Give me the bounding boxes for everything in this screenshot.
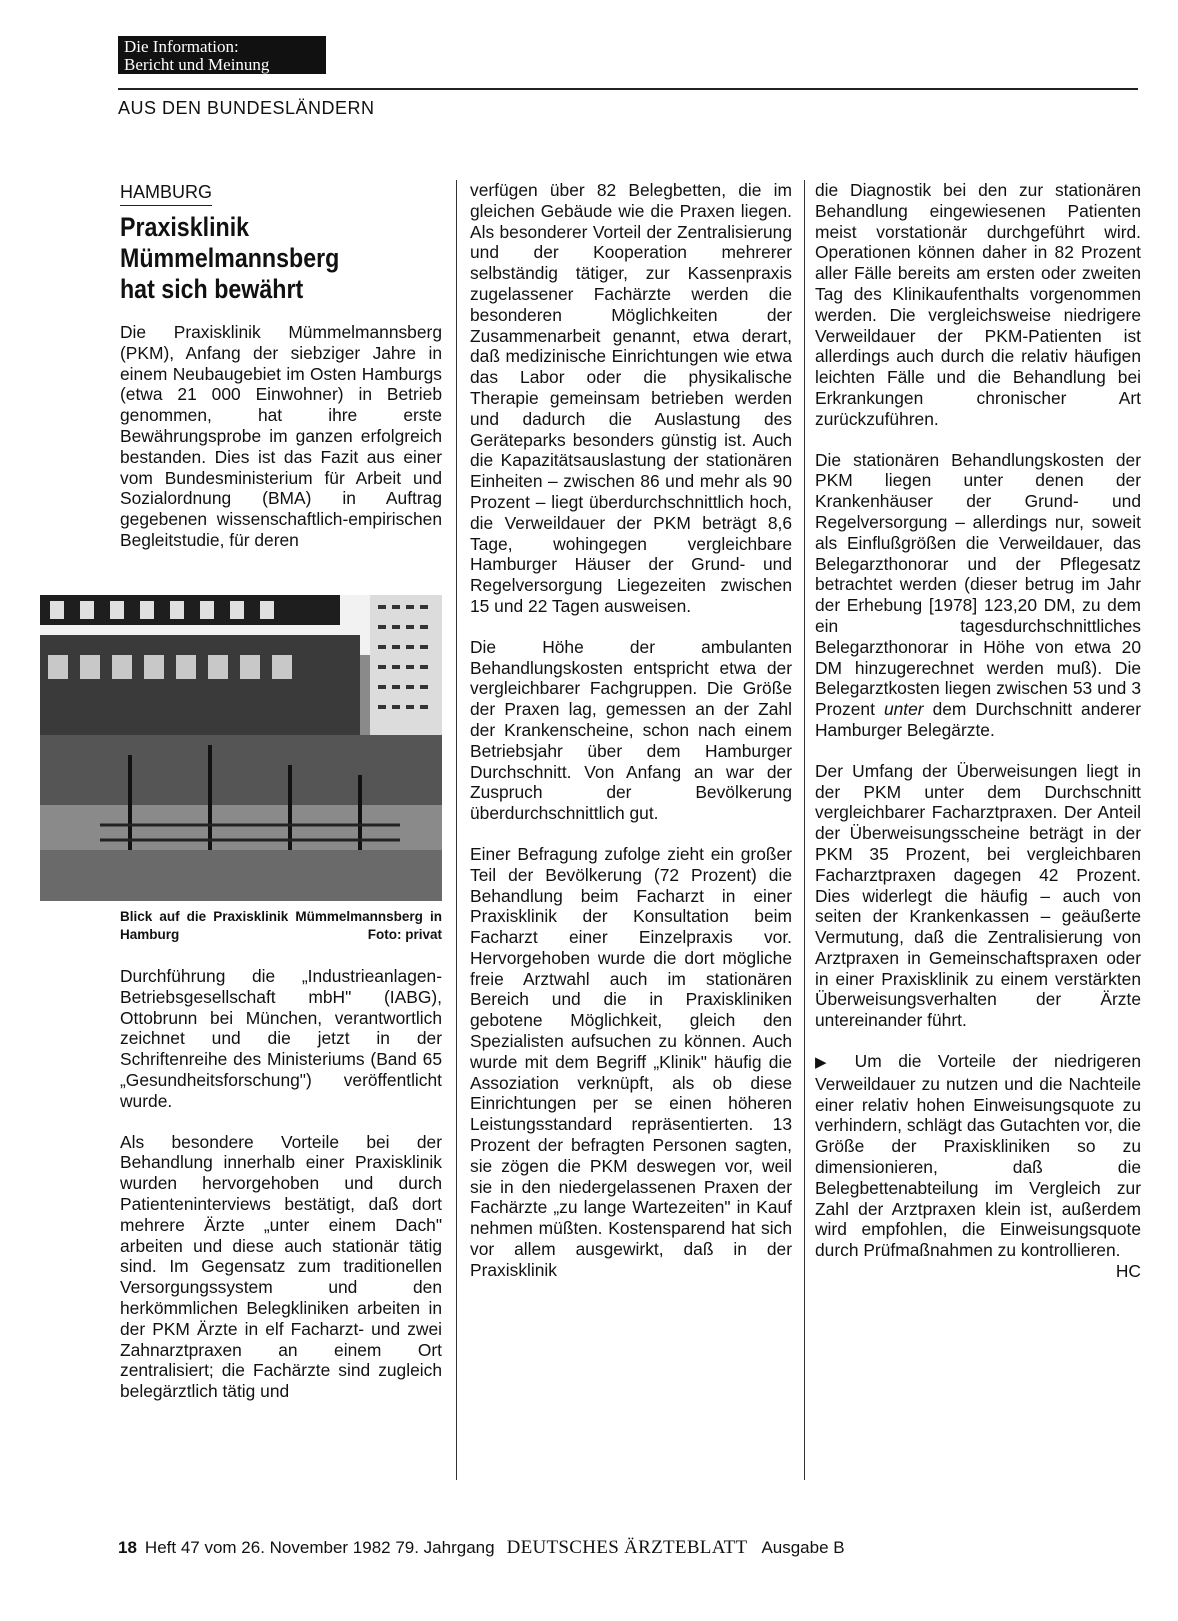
text-run: dem Durchschnitt anderer Hamburger Belegärzte. [815, 699, 1141, 740]
paragraph: Durchführung die „Industrieanlagen-Betriebsgesellschaft mbH" (IABG), Ottobrunn bei München, verantwortlich zeichnet und die jetzt in der Schriftenreihe des Ministeriums (Band 65 „Gesundheitsforschung") veröffentlicht wurde. [120, 966, 442, 1111]
section-title: AUS DEN BUNDESLÄNDERN [118, 98, 375, 118]
page-footer [118, 1537, 845, 1559]
column-3 [815, 180, 1141, 1282]
column-divider [456, 180, 457, 1480]
triangle-bullet-icon: ▶ [815, 1054, 839, 1072]
page-number: 18 [118, 1538, 137, 1557]
article-kicker: HAMBURG [120, 182, 212, 206]
caption-text: Blick auf die Praxisklinik Mümmelmannsberg in Hamburg [120, 909, 442, 942]
paragraph: Einer Befragung zufolge zieht ein großer Teil der Bevölkerung (72 Prozent) die Behandlung beim Facharzt in einer Praxisklinik der Konsultation beim Facharzt einer Einzelpraxis vor. Hervorgehoben wurde die dort mögliche freie Arztwahl auch im stationären Bereich und die in Praxiskliniken gebotene Möglichkeit, gleich den Spezialisten aufsuchen zu können. Auch wurde mit dem Begriff „Klinik" häufig die Assoziation verknüpft, als ob diese Einrichtungen per se einen höheren Leistungsstandard repräsentierten. 13 Prozent der befragten Personen sagten, sie zögen die PKM deswegen vor, weil sie in den niedergelassenen Praxen der Fachärzte „zu lange Wartezeiten" in Kauf nehmen müßten. Kostensparend hat sich vor allem ausgewirkt, daß in der Praxisklinik [470, 843, 792, 1280]
emphasis: unter [883, 699, 924, 720]
paragraph [815, 1051, 1141, 1282]
paragraph: die Diagnostik bei den zur stationären Behandlung eingewiesenen Patienten meist vorstationär durchgeführt wird. Operationen können daher in 82 Prozent aller Fälle bereits am ersten oder zweiten Tag des Klinikaufenthalts vorgenommen werden. Die vergleichsweise niedrigere Verweildauer der PKM-Patienten ist allerdings auch durch die relativ häufigen leichten Fälle und die Behandlung bei Erkrankungen chronischer Art zurückzuführen. [815, 180, 1141, 429]
paragraph: Der Umfang der Überweisungen liegt in der PKM unter dem Durchschnitt vergleichbarer Facharztpraxen. Der Anteil der Überweisungsscheine beträgt in der PKM 35 Prozent, bei vergleichbaren Facharztpraxen dagegen 42 Prozent. Dies widerlegt die häufig – auch von seiten der Krankenkassen – geäußerte Vermutung, daß die Zentralisierung von Arztpraxen in Gemeinschaftspraxen oder in einer Praxisklinik zu einem verstärkten Überweisungsverhalten der Ärzte untereinander führt. [815, 760, 1141, 1031]
headline-line-2: Mümmelmannsberg [120, 243, 340, 273]
column-1-bottom [120, 966, 442, 1422]
paragraph: Die Höhe der ambulanten Behandlungskosten entspricht etwa der vergleichbarer Fachgruppen. Die Größe der Praxen lag, gemessen an der Zahl der Krankenscheine, schon nach einem Betriebsjahr über dem Hamburger Durchschnitt. Von Anfang an war der Zuspruch der Bevölkerung überdurchschnittlich gut. [470, 636, 792, 824]
text-run: Die stationären Behandlungskosten der PKM liegen unter denen der Krankenhäuser der Grund- und Regelversorgung – allerdings nur, soweit als Einflußgrößen die Verweildauer, das Belegarzthonorar und der Pflegesatz betrachtet werden (dieser betrug im Jahr der Erhebung [1978] 123,20 DM, zu dem ein tagesdurchschnittliches Belegarzthonorar in Höhe von etwa 20 DM hinzugerechnet werden muß). Die Belegarztkosten liegen zwischen 53 und 3 Prozent [815, 449, 1141, 720]
column-1-top [120, 322, 442, 551]
headline-line-3: hat sich bewährt [120, 274, 304, 304]
author-signature: HC [1115, 1261, 1141, 1282]
caption-credit: Foto: privat [367, 927, 442, 942]
paragraph: Die Praxisklinik Mümmelmannsberg (PKM), Anfang der siebziger Jahre in einem Neubaugebiet im Osten Hamburgs (etwa 21 000 Einwohner) in Betrieb genommen, hat ihre erste Bewährungsprobe im ganzen erfolgreich bestanden. Dies ist das Fazit aus einer vom Bundesministerium für Arbeit und Sozialordnung (BMA) in Auftrag gegebenen wissenschaftlich-empirischen Begleitstudie, für deren [120, 322, 442, 550]
column-2 [470, 180, 792, 1301]
photo-caption [120, 908, 442, 944]
banner-line-2: Bericht und Meinung [124, 55, 270, 74]
issue-info: Heft 47 vom 26. November 1982 79. Jahrgang [144, 1538, 495, 1557]
edition: Ausgabe B [761, 1538, 845, 1557]
headline-line-1: Praxisklinik [120, 212, 250, 242]
header-rule [118, 88, 1138, 90]
article-headline [120, 212, 397, 305]
paragraph [815, 450, 1141, 741]
text-run: Um die Vorteile der niedrigeren Verweildauer zu nutzen und die Nachteile einer relativ hohen Einweisungsquote zu verhindern, schlägt das Gutachten vor, die Größe der Praxiskliniken so zu dimensionieren, daß die Belegbettenabteilung im Vergleich zur Zahl der Arztpraxen klein ist, außerdem wird empfohlen, die Einweisungsquote durch Prüfmaßnahmen zu kontrollieren. [815, 1051, 1141, 1261]
banner-line-1: Die Information: [124, 37, 239, 56]
paragraph: Als besondere Vorteile bei der Behandlung innerhalb einer Praxisklinik wurden hervorgehoben und durch Patienteninterviews bestätigt, daß dort mehrere Ärzte „unter einem Dach" arbeiten und diese auch stationär tätig sind. Im Gegensatz zum traditionellen Versorgungssystem und den herkömmlichen Belegkliniken arbeiten in der PKM Ärzte in elf Facharzt- und zwei Zahnarztpraxen an einem Ort zentralisiert; die Fachärzte sind zugleich belegärztlich tätig und [120, 1131, 442, 1402]
paragraph: verfügen über 82 Belegbetten, die im gleichen Gebäude wie die Praxen liegen. Als besonderer Vorteil der Zentralisierung und der Kooperation mehrerer selbständig tätiger, zur Kassenpraxis zugelassener Fachärzte werden die besonderen Möglichkeiten der Zusammenarbeit genannt, etwa derart, daß medizinische Einrichtungen wie etwa das Labor oder die physikalische Therapie gemeinsam betrieben werden und dadurch die Auslastung des Geräteparks besonders günstig ist. Auch die Kapazitätsauslastung der stationären Einheiten – zwischen 86 und mehr als 90 Prozent – liegt überdurchschnittlich hoch, die Verweildauer der PKM beträgt 8,6 Tage, wohingegen vergleichbare Hamburger Häuser der Grund- und Regelversorgung Liegezeiten zwischen 15 und 22 Tagen ausweisen. [470, 180, 792, 616]
clinic-photo [40, 595, 442, 901]
section-banner [118, 36, 326, 74]
column-divider [804, 180, 805, 1480]
magazine-title: DEUTSCHES ÄRZTEBLATT [506, 1537, 748, 1558]
